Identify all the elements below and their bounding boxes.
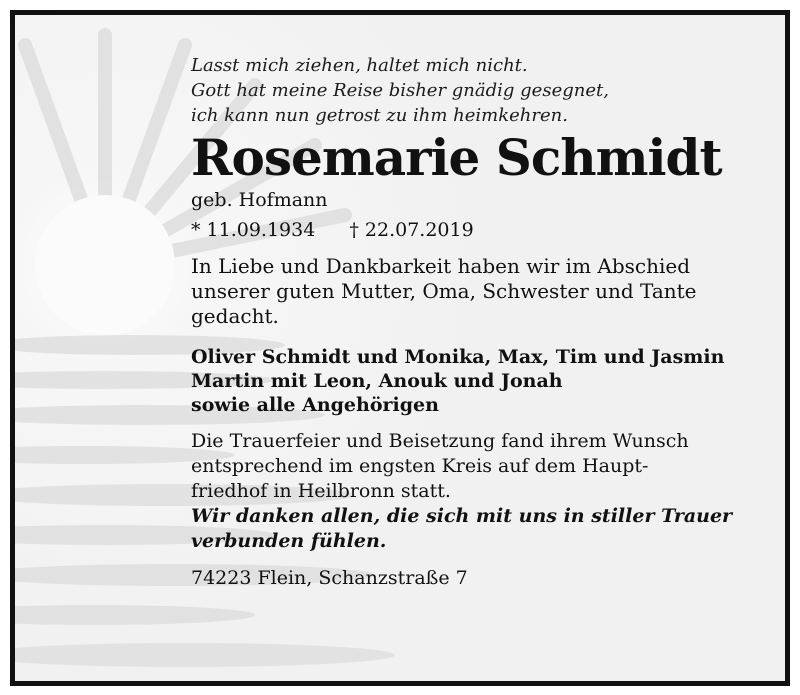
- thanks-line: verbunden fühlen.: [191, 530, 387, 552]
- birth-date: * 11.09.1934: [191, 219, 316, 241]
- mourners-line: Martin mit Leon, Anouk und Jonah: [191, 370, 563, 392]
- remembrance-line: gedacht.: [191, 304, 279, 328]
- memorial-verse: [191, 53, 771, 128]
- remembrance-text: [191, 254, 771, 329]
- obituary-frame: [10, 10, 790, 686]
- family-address: 74223 Flein, Schanzstraße 7: [191, 567, 468, 589]
- remembrance-line: In Liebe und Dankbarkeit haben wir im Abschied: [191, 254, 691, 278]
- death-date: † 22.07.2019: [349, 219, 474, 241]
- life-dates: [191, 218, 771, 242]
- remembrance-line: unserer guten Mutter, Oma, Schwester und Tante: [191, 279, 697, 303]
- maiden-name: geb. Hofmann: [191, 189, 328, 211]
- funeral-notice: [191, 429, 771, 504]
- verse-line: Gott hat meine Reise bisher gnädig gesegnet,: [191, 80, 609, 101]
- thanks-line: Wir danken allen, die sich mit uns in stiller Trauer: [191, 505, 733, 527]
- funeral-line: friedhof in Heilbronn statt.: [191, 480, 451, 502]
- obituary-text: [191, 53, 771, 590]
- mourners-list: [191, 345, 771, 417]
- funeral-line: Die Trauerfeier und Beisetzung fand ihrem Wunsch: [191, 430, 689, 452]
- mourners-line: sowie alle Angehörigen: [191, 394, 439, 416]
- verse-line: Lasst mich ziehen, haltet mich nicht.: [191, 55, 528, 76]
- verse-line: ich kann nun getrost zu ihm heimkehren.: [191, 105, 568, 126]
- deceased-name: Rosemarie Schmidt: [191, 128, 722, 187]
- mourners-line: Oliver Schmidt und Monika, Max, Tim und Jasmin: [191, 346, 725, 368]
- thanks-text: [191, 504, 771, 554]
- funeral-line: entsprechend im engsten Kreis auf dem Haupt-: [191, 455, 649, 477]
